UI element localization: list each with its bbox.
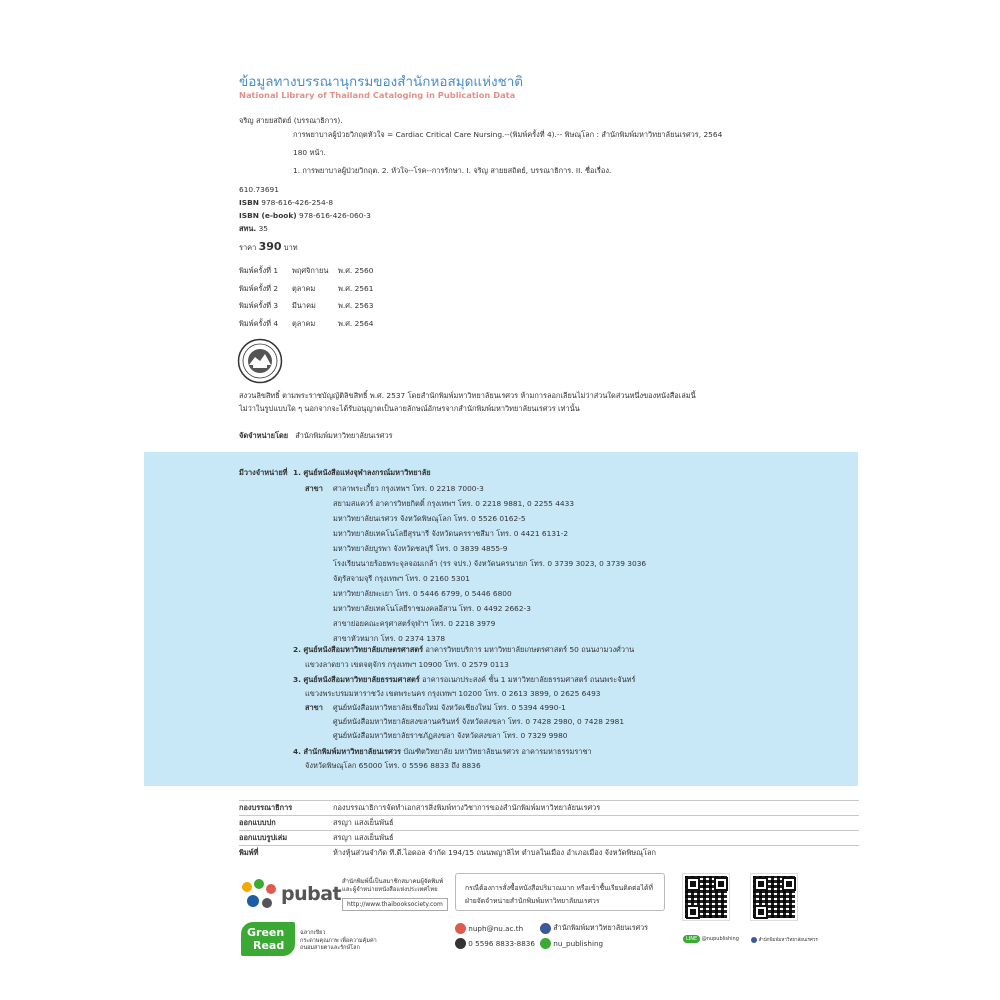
distributor-value: สำนักพิมพ์มหาวิทยาลัยนเรศวร — [295, 431, 393, 440]
copyright-line-1: สงวนลิขสิทธิ์ ตามพระราชบัญญัติลิขสิทธิ์ พ.ศ. 2537 โดยสำนักพิมพ์มหาวิทยาลัยนเรศวร ห้ามการลอกเลียนไม่ว่าส่วนใดส่วนหนึ่งของหนังสือเล่มนี้ — [239, 391, 696, 400]
order-info-box — [455, 873, 665, 911]
branch-item: ศูนย์หนังสือมหาวิทยาลัยเชียงใหม่ จังหวัดเชียงใหม่ โทร. 0 5394 4990-1 — [333, 703, 566, 712]
outlet-group-4-line-1: บัณฑิตวิทยาลัย มหาวิทยาลัยนเรศวร อาคารมหาธรรมราชา — [403, 747, 592, 756]
credit-value: สรญา แสงเย็นพันธ์ — [333, 818, 394, 827]
print-edition: พิมพ์ครั้งที่ 3 — [239, 301, 279, 310]
contact-facebook-text: สำนักพิมพ์มหาวิทยาลัยนเรศวร — [553, 923, 649, 932]
outlet-group-3 — [293, 676, 635, 683]
branch-item: มหาวิทยาลัยบูรพา จังหวัดชลบุรี โทร. 0 3839 4855-9 — [333, 544, 508, 553]
credits-divider — [239, 815, 859, 816]
catalog-subjects: 1. การพยาบาลผู้ป่วยวิกฤต. 2. หัวใจ--โรค--การรักษา. I. จริญ สายยสถิตย์, บรรณาธิการ. II. ชื่อเรื่อง. — [293, 166, 612, 175]
outlet-group-2-line-1: อาคารวิทยบริการ มหาวิทยาลัยเกษตรศาสตร์ 50 ถนนงามวงศ์วาน — [425, 645, 635, 654]
distributor-label: จัดจำหน่ายโดย — [239, 431, 289, 440]
qr-facebook-caption — [751, 936, 818, 943]
print-month: ตุลาคม — [292, 284, 316, 293]
branch-item: สาขาหัวหมาก โทร. 0 2374 1378 — [333, 634, 446, 643]
price-label: ราคา — [239, 243, 257, 252]
pubat-logo — [239, 875, 342, 915]
branch-item: มหาวิทยาลัยนเรศวร จังหวัดพิษณุโลก โทร. 0 5526 0162-5 — [333, 514, 526, 523]
credit-label: กองบรรณาธิการ — [239, 803, 293, 812]
contact-email-text: nuph@nu.ac.th — [468, 924, 524, 933]
code-value: 35 — [258, 224, 269, 233]
contact-email[interactable] — [455, 923, 523, 934]
qr-finder-icon — [782, 877, 796, 891]
isbn-ebook-label: ISBN (e-book) — [239, 211, 297, 220]
phone-icon — [455, 938, 466, 949]
isbn-ebook-value: 978-616-426-060-3 — [299, 211, 371, 220]
print-edition: พิมพ์ครั้งที่ 4 — [239, 319, 279, 328]
facebook-small-icon — [751, 937, 757, 943]
outlet-group-2 — [293, 646, 634, 653]
print-year: พ.ศ. 2564 — [338, 319, 374, 328]
pubat-url-link[interactable]: http://www.thaibooksociety.com — [342, 898, 448, 911]
green-read-desc-3: ถนอมสายตาและรักษ์โลก — [300, 945, 360, 952]
outlet-group-2-title: 2. ศูนย์หนังสือมหาวิทยาลัยเกษตรศาสตร์ — [293, 645, 424, 654]
price-unit: บาท — [283, 243, 298, 252]
qr-finder-icon — [686, 905, 700, 919]
branch-item: สยามสแควร์ อาคารวิทยกิตติ์ กรุงเทพฯ โทร. 0 2218 9881, 0 2255 4433 — [333, 499, 575, 508]
facebook-icon — [540, 923, 551, 934]
print-edition: พิมพ์ครั้งที่ 2 — [239, 284, 279, 293]
outlets-label: มีวางจำหน่ายที่ — [239, 468, 288, 477]
credits-divider — [239, 830, 859, 831]
branch-item: มหาวิทยาลัยเทคโนโลยีสุรนารี จังหวัดนครราชสีมา โทร. 0 4421 6131-2 — [333, 529, 569, 538]
copyright-line-2: ไม่ว่าในรูปแบบใด ๆ นอกจากจะได้รับอนุญาตเป็นลายลักษณ์อักษรจากสำนักพิมพ์มหาวิทยาลัยนเรศวร เท่านั้น — [239, 404, 580, 413]
credit-value: ห้างหุ้นส่วนจำกัด ที.ดี.ไอดอล จำกัด 194/15 ถนนพญาลิไท ตำบลในเมือง อำเภอเมือง จังหวัดพิษณุโลก — [333, 848, 657, 857]
line-caption-text: @nupublishing — [701, 936, 739, 942]
outlet-group-3-title: 3. ศูนย์หนังสือมหาวิทยาลัยธรรมศาสตร์ — [293, 675, 420, 684]
green-read-logo — [241, 922, 295, 956]
green-read-description — [300, 930, 377, 953]
qr-finder-icon — [714, 877, 728, 891]
order-info-line-2: ฝ่ายจัดจำหน่ายสำนักพิมพ์มหาวิทยาลัยนเรศวร — [465, 897, 600, 905]
catalog-class-number: 610.73691 — [239, 185, 279, 194]
qr-finder-icon — [754, 877, 768, 891]
email-icon — [455, 923, 466, 934]
qr-code-line-icon[interactable] — [683, 874, 729, 920]
branch-label: สาขา — [305, 703, 323, 712]
credits-divider — [239, 800, 859, 801]
isbn-ebook-row — [239, 212, 371, 219]
green-read-line-1: Green — [247, 926, 285, 939]
credit-value: กองบรรณาธิการจัดทำเอกสารสิ่งพิมพ์ทางวิชาการของสำนักพิมพ์มหาวิทยาลัยนเรศวร — [333, 803, 601, 812]
print-month: พฤศจิกายน — [292, 266, 329, 275]
isbn-label: ISBN — [239, 198, 259, 207]
pubat-desc-1: สำนักพิมพ์นี้เป็นสมาชิกสมาคมผู้จัดพิมพ์ — [342, 878, 444, 885]
facebook-caption-text: สำนักพิมพ์มหาวิทยาลัยนเรศวร — [758, 938, 818, 943]
line-icon — [540, 938, 551, 949]
branch-item: ศาลาพระเกี้ยว กรุงเทพฯ โทร. 0 2218 7000-3 — [333, 484, 484, 493]
isbn-value: 978-616-426-254-8 — [261, 198, 334, 207]
outlet-group-4 — [293, 748, 592, 755]
line-badge: LINE — [683, 935, 700, 943]
code-row — [239, 225, 268, 232]
university-seal-icon — [237, 338, 283, 384]
contact-line-text: nu_publishing — [553, 939, 604, 948]
catalog-pages: 180 หน้า. — [293, 148, 326, 157]
outlet-group-3-line-1: อาคารอเนกประสงค์ ชั้น 1 มหาวิทยาลัยธรรมศาสตร์ ถนนพระจันทร์ — [422, 675, 636, 684]
pubat-desc-2: และผู้จำหน่ายหนังสือแห่งประเทศไทย — [342, 885, 438, 893]
print-month: ตุลาคม — [292, 319, 316, 328]
credit-value: สรญา แสงเย็นพันธ์ — [333, 833, 394, 842]
distributor-row — [239, 432, 393, 439]
catalog-title-english: National Library of Thailand Cataloging in Publication Data — [239, 90, 516, 100]
price-value: 390 — [258, 240, 282, 253]
green-read-line-2: Read — [253, 939, 285, 952]
print-year: พ.ศ. 2560 — [338, 266, 374, 275]
print-month: มีนาคม — [292, 301, 316, 310]
outlet-group-3-line-2: แขวงพระบรมมหาราชวัง เขตพระนคร กรุงเทพฯ 10200 โทร. 0 2613 3899, 0 2625 6493 — [305, 689, 601, 698]
credits-divider — [239, 845, 859, 846]
print-edition: พิมพ์ครั้งที่ 1 — [239, 266, 279, 275]
order-info-line-1: กรณีต้องการสั่งซื้อหนังสือปริมาณมาก หรือเข้าชื้นเรียนติดต่อได้ที่ — [465, 884, 653, 892]
qr-finder-icon — [686, 877, 700, 891]
credit-label: ออกแบบรูปเล่ม — [239, 833, 288, 842]
pubat-description — [342, 878, 443, 894]
qr-line-caption — [683, 936, 739, 942]
green-read-desc-2: กระดาษคุณภาพ เพื่อความคุ้มค่า — [300, 937, 377, 944]
branch-item: มหาวิทยาลัยเทคโนโลยีราชมงคลอีสาน โทร. 0 4492 2662-3 — [333, 604, 531, 613]
credit-label: พิมพ์ที่ — [239, 848, 259, 857]
outlet-group-4-title: 4. สำนักพิมพ์มหาวิทยาลัยนเรศวร — [293, 747, 401, 756]
branch-item: ศูนย์หนังสือมหาวิทยาลัยราชภัฏสงขลา จังหวัดสงขลา โทร. 0 7329 9980 — [333, 731, 568, 740]
contact-phone-text: 0 5596 8833-8836 — [468, 939, 535, 948]
contact-facebook[interactable] — [540, 923, 648, 934]
branch-item: จัตุรัสจามจุรี กรุงเทพฯ โทร. 0 2160 5301 — [333, 574, 470, 583]
branch-item: ศูนย์หนังสือมหาวิทยาลัยสงขลานครินทร์ จังหวัดสงขลา โทร. 0 7428 2980, 0 7428 2981 — [333, 717, 625, 726]
catalog-title-thai: ข้อมูลทางบรรณานุกรมของสำนักหอสมุดแห่งชาติ — [239, 74, 524, 90]
outlet-group-4-line-2: จังหวัดพิษณุโลก 65000 โทร. 0 5596 8833 ถึง 8836 — [305, 761, 481, 770]
isbn-row — [239, 199, 333, 206]
print-year: พ.ศ. 2563 — [338, 301, 374, 310]
qr-code-facebook-icon[interactable] — [751, 874, 797, 920]
branch-item: มหาวิทยาลัยพะเยา โทร. 0 5446 6799, 0 5446 6800 — [333, 589, 512, 598]
credit-label: ออกแบบปก — [239, 818, 276, 827]
branch-item: โรงเรียนนายร้อยพระจุลจอมเกล้า (รร จปร.) จังหวัดนครนายก โทร. 0 3739 3023, 0 3739 3036 — [333, 559, 647, 568]
branch-item: สาขาย่อยคณะครุศาสตร์จุฬาฯ โทร. 0 2218 3979 — [333, 619, 496, 628]
outlet-group-2-line-2: แขวงลาดยาว เขตจตุจักร กรุงเทพฯ 10900 โทร. 0 2579 0113 — [305, 660, 509, 669]
qr-finder-icon — [754, 905, 768, 919]
pubat-brand: pubat — [281, 883, 342, 905]
contact-phone[interactable] — [455, 938, 535, 949]
print-year: พ.ศ. 2561 — [338, 284, 374, 293]
outlet-group-1-title: 1. ศูนย์หนังสือแห่งจุฬาลงกรณ์มหาวิทยาลัย — [293, 468, 431, 477]
price-row — [239, 240, 298, 254]
branch-label: สาขา — [305, 484, 323, 493]
catalog-author: จริญ สายยสถิตย์ (บรรณาธิการ). — [239, 116, 343, 125]
contact-line[interactable] — [540, 938, 603, 949]
green-read-desc-1: ฉลากเขียว — [300, 930, 326, 936]
code-label: สทน. — [239, 224, 257, 233]
catalog-title-line: การพยาบาลผู้ป่วยวิกฤตหัวใจ = Cardiac Critical Care Nursing.--(พิมพ์ครั้งที่ 4).-- พิษณุโลก : สำนักพิมพ์มหาวิทยาลัยนเรศวร, 2564 — [293, 130, 723, 139]
